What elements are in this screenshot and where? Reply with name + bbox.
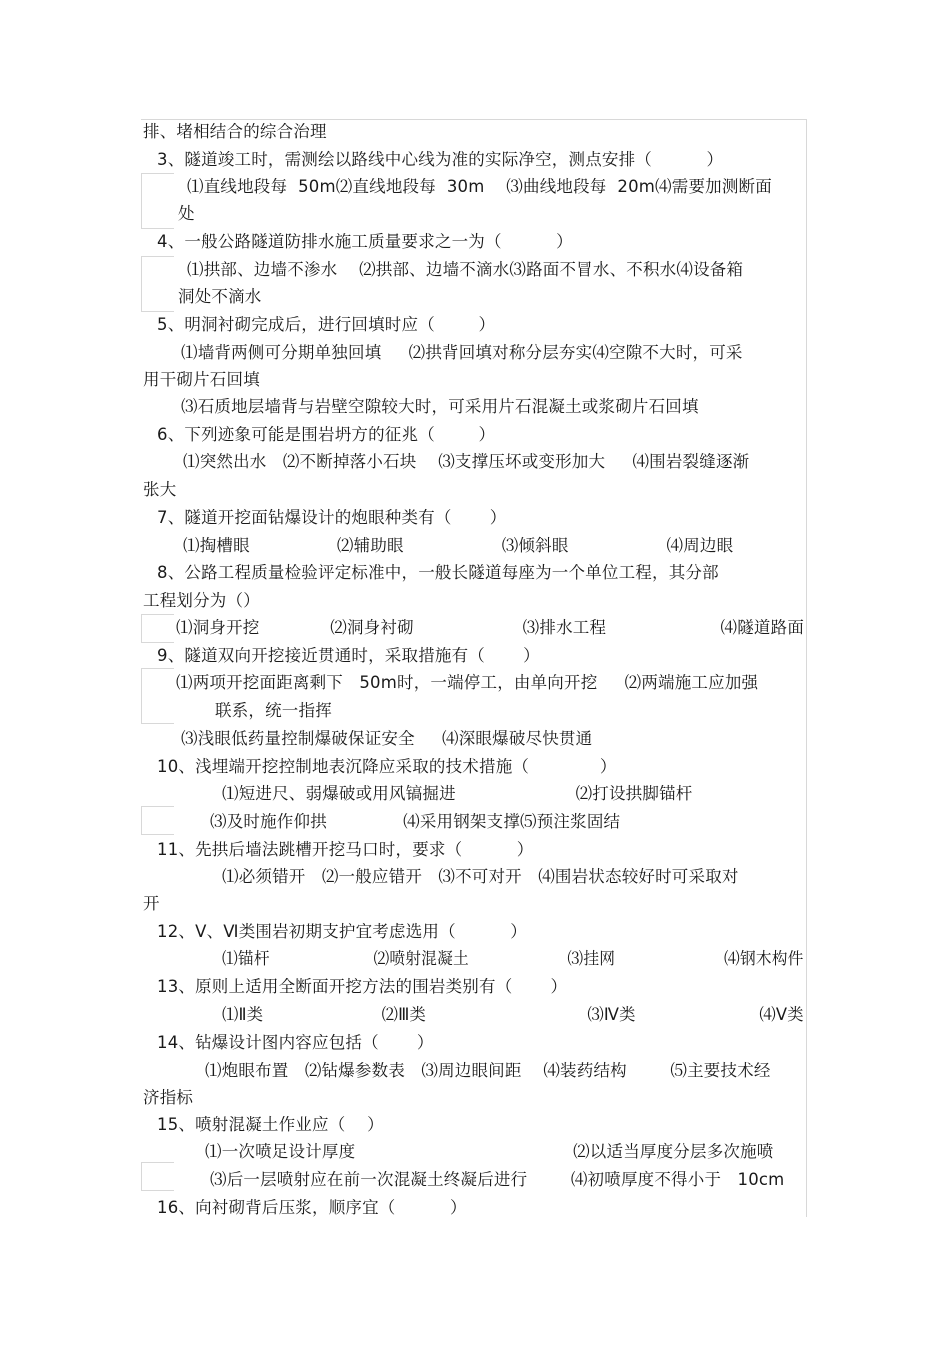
margin-bracket (141, 256, 174, 312)
options-line: 张大 (143, 480, 177, 499)
options-line: ⑴拱部、边墙不渗水 ⑵拱部、边墙不滴水⑶路面不冒水、不积水⑷设备箱 (187, 260, 744, 279)
options-line: ⑴短进尺、弱爆破或用风镐掘进 ⑵打设拱脚锚杆 (222, 784, 693, 803)
page-border-right (806, 119, 807, 1217)
question-3: 3、隧道竣工时，需测绘以路线中心线为准的实际净空，测点安排（ ） (157, 150, 724, 169)
options-line: 开 (143, 894, 160, 913)
options-line: 用干砌片石回填 (143, 370, 260, 389)
options-line: ⑶后一层喷射应在前一次混凝土终凝后进行 ⑷初喷厚度不得小于 10cm (210, 1170, 785, 1189)
margin-bracket (141, 173, 174, 229)
question-10: 10、浅埋端开挖控制地表沉降应采取的技术措施（ ） (157, 757, 617, 776)
margin-bracket (141, 806, 174, 835)
options-line: 处 (178, 204, 195, 223)
question-4: 4、一般公路隧道防排水施工质量要求之一为（ ） (157, 232, 573, 251)
options-line: ⑴一次喷足设计厚度 ⑵以适当厚度分层多次施喷 (205, 1142, 774, 1161)
options-line: ⑴锚杆 ⑵喷射混凝土 ⑶挂网 ⑷钢木构件 (222, 949, 804, 968)
question-16: 16、向衬砌背后压浆，顺序宜（ ） (157, 1198, 467, 1217)
question-11: 11、先拱后墙法跳槽开挖马口时，要求（ ） (157, 840, 534, 859)
options-line: ⑴炮眼布置 ⑵钻爆参数表 ⑶周边眼间距 ⑷装药结构 ⑸主要技术经 (205, 1061, 771, 1080)
question-8: 8、公路工程质量检验评定标准中，一般长隧道每座为一个单位工程，其分部 (157, 563, 719, 582)
question-9: 9、隧道双向开挖接近贯通时，采取措施有（ ） (157, 646, 540, 665)
options-line: ⑴突然出水 ⑵不断掉落小石块 ⑶支撑压坏或变形加大 ⑷围岩裂缝逐渐 (183, 452, 750, 471)
question-14: 14、钻爆设计图内容应包括（ ） (157, 1033, 434, 1052)
text-line: 排、堵相结合的综合治理 (143, 122, 327, 141)
page-border-top (141, 119, 807, 120)
margin-bracket (141, 614, 174, 643)
question-7: 7、隧道开挖面钻爆设计的炮眼种类有（ ） (157, 508, 507, 527)
question-13: 13、原则上适用全断面开挖方法的围岩类别有（ ） (157, 977, 568, 996)
options-line: ⑴两项开挖面距离剩下 50m时，一端停工，由单向开挖 ⑵两端施工应加强 (176, 673, 759, 692)
question-8-cont: 工程划分为（） (143, 591, 260, 610)
margin-bracket (141, 668, 174, 724)
options-line: ⑴掏槽眼 ⑵辅助眼 ⑶倾斜眼 ⑷周边眼 (183, 536, 734, 555)
question-5: 5、明洞衬砌完成后，进行回填时应（ ） (157, 315, 496, 334)
options-line: ⑶石质地层墙背与岩壁空隙较大时，可采用片石混凝土或浆砌片石回填 (181, 397, 699, 416)
options-line: ⑴Ⅱ类 ⑵Ⅲ类 ⑶Ⅳ类 ⑷Ⅴ类 (222, 1005, 804, 1024)
question-15: 15、喷射混凝土作业应（ ） (157, 1115, 384, 1134)
question-6: 6、下列迹象可能是围岩坍方的征兆（ ） (157, 425, 496, 444)
options-line: ⑴必须错开 ⑵一般应错开 ⑶不可对开 ⑷围岩状态较好时可采取对 (222, 867, 739, 886)
options-line: 洞处不滴水 (178, 287, 262, 306)
options-line: ⑴墙背两侧可分期单独回填 ⑵拱背回填对称分层夯实⑷空隙不大时，可采 (181, 343, 743, 362)
options-line: ⑴洞身开挖 ⑵洞身衬砌 ⑶排水工程 ⑷隧道路面 (176, 618, 805, 637)
options-line: ⑶浅眼低药量控制爆破保证安全 ⑷深眼爆破尽快贯通 (181, 729, 593, 748)
options-line: 联系，统一指挥 (215, 701, 332, 720)
question-12: 12、Ⅴ、Ⅵ类围岩初期支护宜考虑选用（ ） (157, 922, 527, 941)
margin-bracket (141, 1162, 174, 1191)
options-line: ⑶及时施作仰拱 ⑷采用钢架支撑⑸预注浆固结 (210, 812, 621, 831)
options-line: 济指标 (143, 1088, 194, 1107)
options-line: ⑴直线地段每 50m⑵直线地段每 30m ⑶曲线地段每 20m⑷需要加测断面 (187, 177, 772, 196)
